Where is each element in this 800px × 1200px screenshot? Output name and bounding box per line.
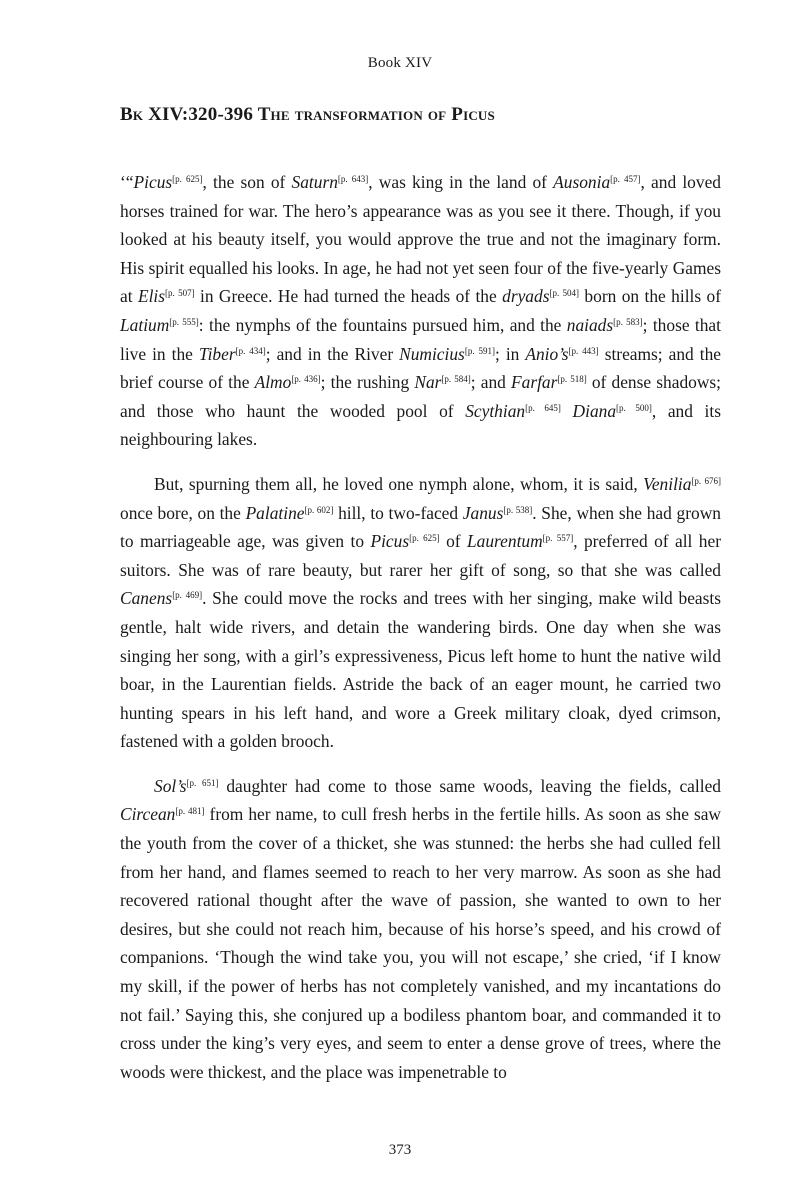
page-reference: [p. 457] [610,174,641,184]
italic-name: Ausonia [553,172,611,192]
page-reference: [p. 504] [549,288,580,299]
italic-name: Janus [462,502,504,523]
italic-name: Palatine [245,502,305,523]
italic-name: Sol’s [154,775,187,796]
page-reference: [p. 602] [304,504,334,515]
page-reference: [p. 481] [175,806,205,817]
italic-name: Saturn [291,172,338,192]
italic-name: Almo [254,372,292,393]
section-title: Bk XIV:320-396 The transformation of Picus [120,104,495,125]
page-reference: [p. 625] [409,533,440,544]
page-reference: [p. 434] [235,345,266,356]
page-reference: [p. 469] [172,590,203,601]
paragraph-2: But, spurning them all, he loved one nymph alone, whom, it is said, Venilia[p. 676] once bore, on the Palatine[p. 602] hill, to two-faced Janus[p. 538]. She, when she had grown to marriageable age, was given to Picus[p. 625] of Laurentum[p. 557], preferred of all her suitors. She was of rare beauty, but rarer her gift of song, so that she was called Canens[p. 469]. She could move the rocks and trees with her singing, make wild beasts gentle, halt wide rivers, and detain the wandering birds. One day when she was singing her song, with a girl’s expressiveness, Picus left home to hunt the native wild boar, in the Laurentian fields. Astride the back of an eager mount, he carried two hunting spears in his left hand, and wore a Greek military cloak, dyed crimson, fastened with a golden brooch. [120,473,721,752]
italic-name: dryads [502,286,550,307]
page-reference: [p. 538] [503,504,533,515]
page-reference: [p. 443] [568,345,599,356]
italic-name: Scythian [465,400,526,421]
page-reference: [p. 436] [291,374,321,385]
italic-name: Laurentum [466,531,543,552]
italic-name: Farfar [511,372,558,393]
page-reference: [p. 676] [691,475,721,486]
page-reference: [p. 591] [464,345,495,356]
italic-name: Latium [120,314,170,335]
italic-name: Anio’s [525,343,569,364]
italic-name: Diana [572,400,617,421]
italic-name: Canens [120,588,173,609]
italic-name: Tiber [198,343,236,364]
page-number: 373 [388,1142,412,1158]
italic-name: Numicius [399,343,465,364]
page-reference: [p. 500] [616,402,652,413]
paragraph-1: ‘“Picus[p. 625], the son of Saturn[p. 643], was king in the land of Ausonia[p. 457], and loved horses trained for war. The hero’s appearance was as you see it there. Though, if you looked at his beauty itself, you would approve the true and not the imaginary form. His spirit equalled his looks. In age, he had not yet seen four of the five-yearly Games at Elis[p. 507] in Greece. He had turned the heads of the dryads[p. 504] born on the hills of Latium[p. 555]: the nymphs of the fountains pursued him, and the naiads[p. 583]; those that live in the Tiber[p. 434]; and in the River Numicius[p. 591]; in Anio’s[p. 443] streams; and the brief course of the Almo[p. 436]; the rushing Nar[p. 584]; and Farfar[p. 518] of dense shadows; and those who haunt the wooded pool of Scythian[p. 645] Diana[p. 500], and its neighbouring lakes. [120,172,722,450]
italic-name: naiads [566,314,614,335]
page-reference: [p. 643] [337,174,369,184]
italic-name: Picus [370,531,410,552]
body-text [120,168,721,1102]
page-reference: [p. 518] [557,374,587,385]
page-reference: [p. 583] [613,316,643,327]
page-reference: [p. 625] [172,174,203,184]
italic-name: Picus [133,172,173,192]
italic-name: Elis [137,286,166,307]
page-reference: [p. 645] [525,402,561,413]
italic-name: Venilia [643,473,692,494]
running-head: Book XIV [367,55,433,71]
paragraph-3: Sol’s[p. 651] daughter had come to those same woods, leaving the fields, called Circean[p. 481] from her name, to cull fresh herbs in the fertile hills. As soon as she saw the youth from the cover of a thicket, she was stunned: the herbs she had culled fell from her hand, and flames seemed to reach to her very marrow. As soon as she had recovered rational thought after the wave of passion, she wanted to own to her desires, but she could not reach him, because of his horse’s speed, and his crowd of companions. ‘Though the wind take you, you will not escape,’ she cried, ‘if I know my skill, if the power of herbs has not completely vanished, and my incantations do not fail.’ Saying this, she conjured up a bodiless phantom boar, and commanded it to cross under the king’s very eyes, and seem to enter a dense grove of trees, where the woods were thickest, and the place was impenetrable to [120,775,721,1082]
page-reference: [p. 507] [165,288,195,299]
page-reference: [p. 555] [169,316,199,327]
italic-name: Circean [120,804,176,825]
page-reference: [p. 557] [542,533,574,544]
page-reference: [p. 651] [186,777,219,788]
italic-name: Nar [414,372,442,393]
page-reference: [p. 584] [441,374,471,385]
